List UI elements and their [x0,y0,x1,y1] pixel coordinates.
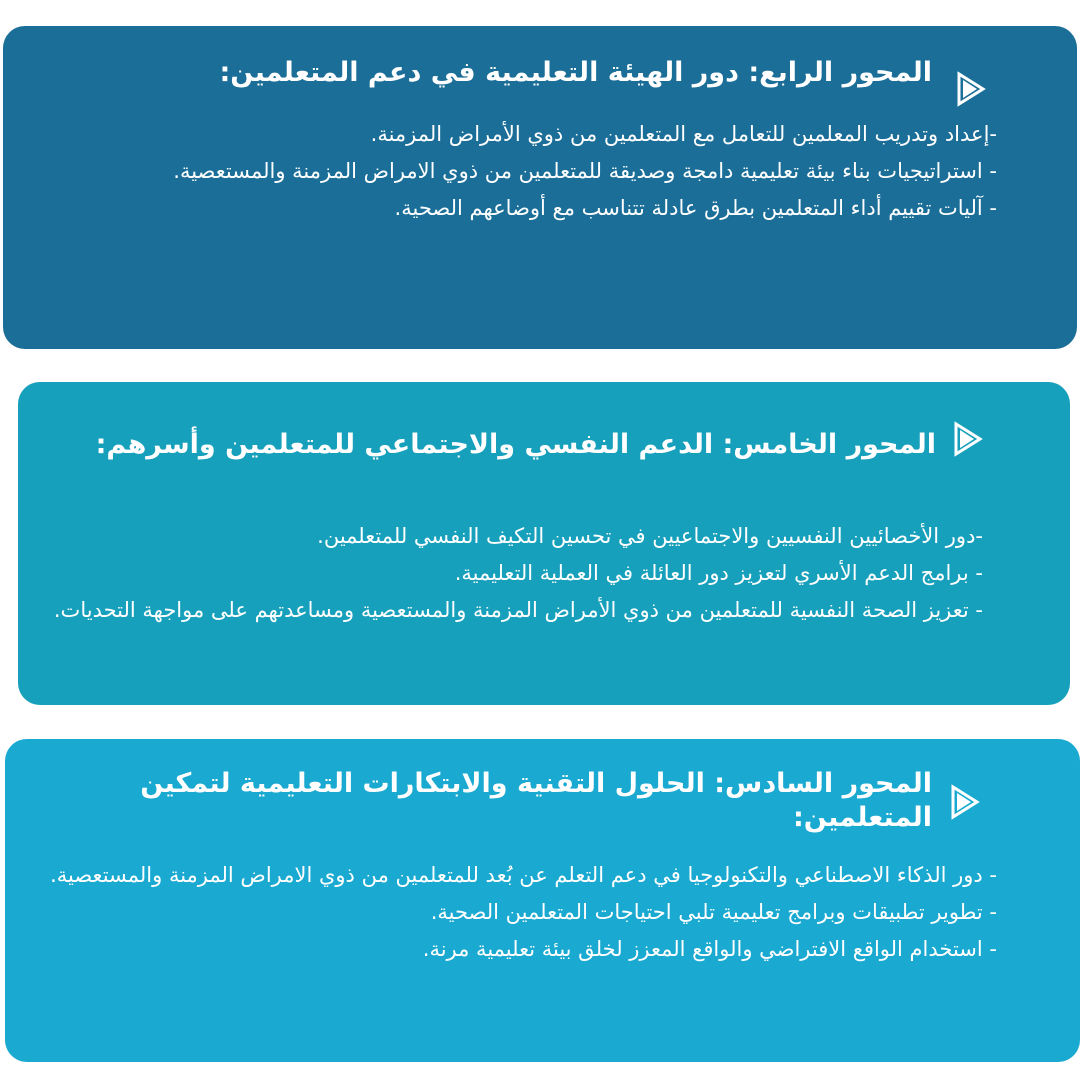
section-card-5 [18,382,1070,705]
play-arrow-icon [950,420,988,458]
section-card-4 [3,26,1077,349]
list-item: - آليات تقييم أداء المتعلمين بطرق عادلة تتناسب مع أوضاعهم الصحية. [394,196,997,220]
play-arrow-icon [953,70,991,108]
play-arrow-icon [947,783,985,821]
section-title: المحور الرابع: دور الهيئة التعليمية في دعم المتعلمين: [219,57,932,88]
section-card-6 [5,739,1080,1062]
list-item: -دور الأخصائيين النفسيين والاجتماعيين في تحسين التكيف النفسي للمتعلمين. [317,524,983,548]
list-item: - دور الذكاء الاصطناعي والتكنولوجيا في دعم التعلم عن بُعد للمتعلمين من ذوي الامراض المزمنة والمستعصية. [50,863,997,887]
list-item: - تعزيز الصحة النفسية للمتعلمين من ذوي الأمراض المزمنة والمستعصية ومساعدتهم على مواجهة التحديات. [53,598,983,622]
list-item: - تطوير تطبيقات وبرامج تعليمية تلبي احتياجات المتعلمين الصحية. [430,900,997,924]
section-items [46,518,983,629]
section-title: المحور السادس: الحلول التقنية والابتكارات التعليمية لتمكين المتعلمين: [140,768,932,833]
list-item: - استراتيجيات بناء بيئة تعليمية دامجة وصديقة للمتعلمين من ذوي الامراض المزمنة والمستعصية. [173,159,997,183]
list-item: - برامج الدعم الأسري لتعزيز دور العائلة في العملية التعليمية. [454,561,983,585]
list-item: -إعداد وتدريب المعلمين للتعامل مع المتعلمين من ذوي الأمراض المزمنة. [370,122,997,146]
section-items [77,116,997,227]
section-title: المحور الخامس: الدعم النفسي والاجتماعي للمتعلمين وأسرهم: [95,429,936,460]
list-item: - استخدام الواقع الافتراضي والواقع المعزز لخلق بيئة تعليمية مرنة. [422,937,997,961]
section-items [39,857,997,968]
